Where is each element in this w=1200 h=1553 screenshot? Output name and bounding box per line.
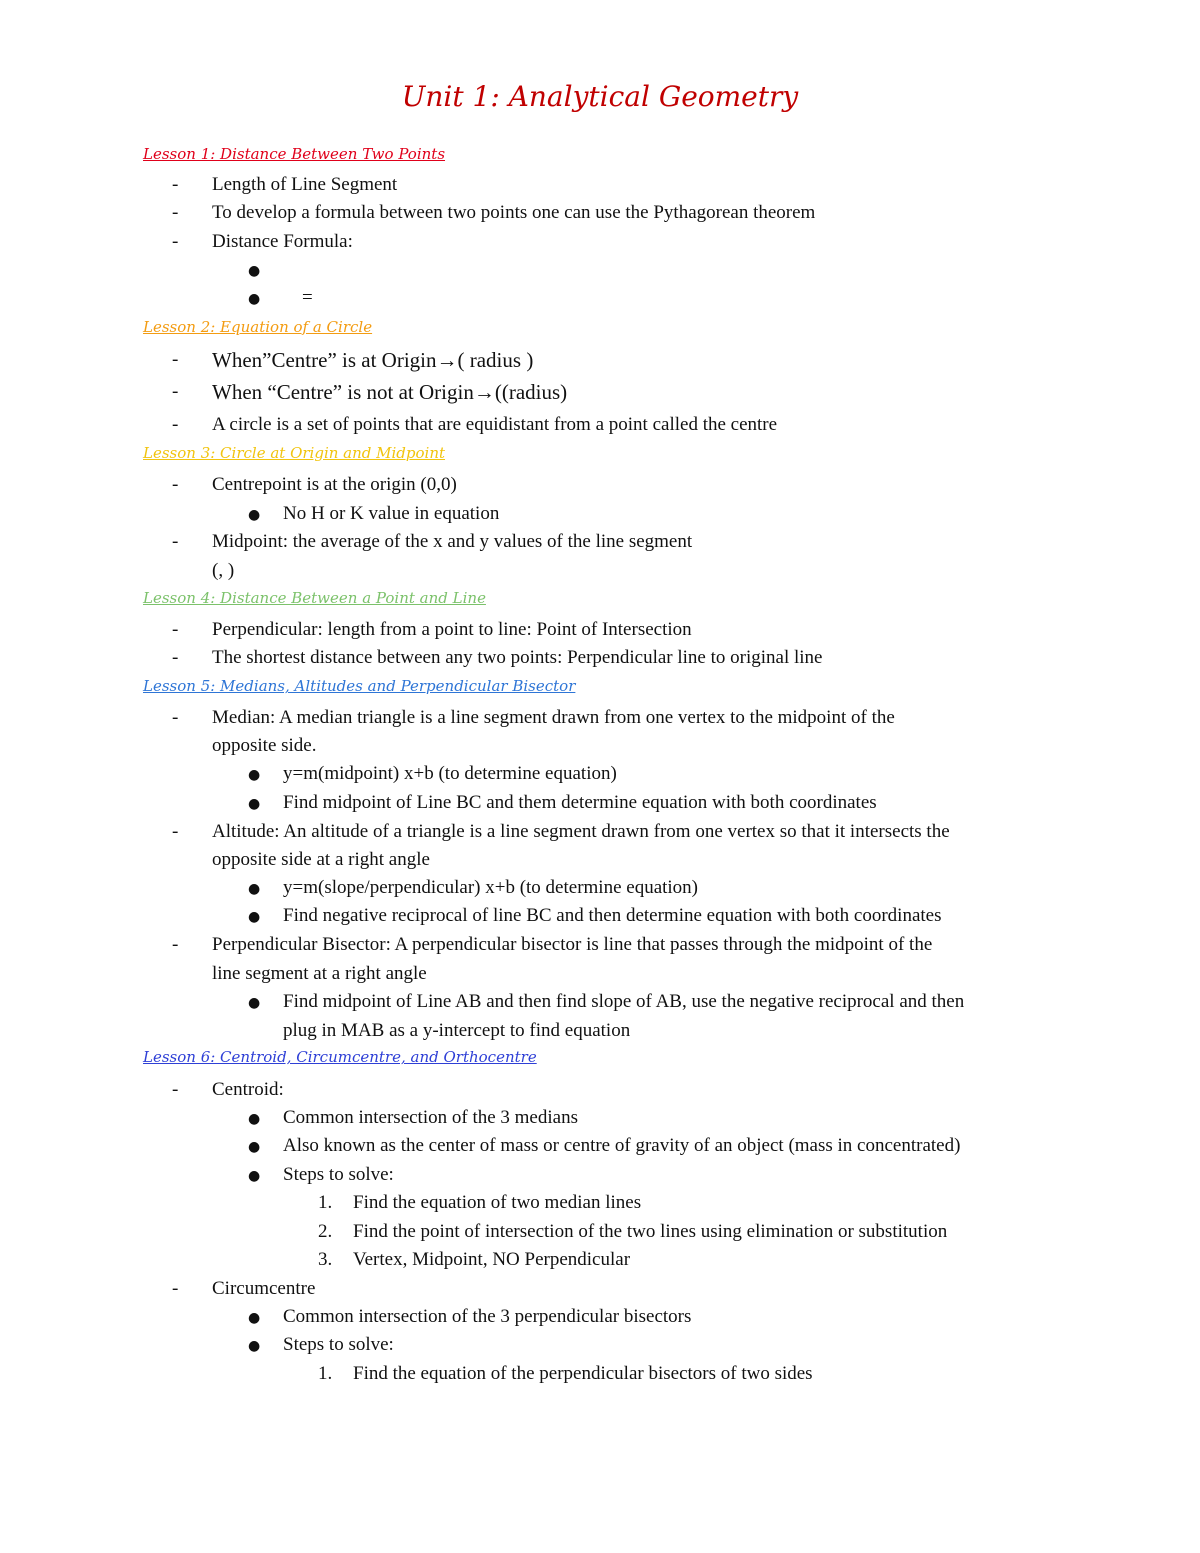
bullet-icon: ● (248, 881, 261, 897)
bullet-icon: ● (248, 1310, 261, 1326)
bullet-icon: ● (248, 995, 261, 1011)
list-item: When “Centre” is not at Origin→((radius) (212, 380, 568, 404)
list-item: Perpendicular Bisector: A perpendicular bisector is line that passes through the midpoint of the (212, 934, 933, 955)
list-item: Distance Formula: (212, 231, 353, 252)
sub-item: Also known as the center of mass or centre of gravity of an object (mass in concentrated) (283, 1135, 961, 1156)
bullet-icon: ● (248, 767, 261, 783)
step-number: 3. (318, 1249, 333, 1270)
dash-marker: - (172, 349, 179, 370)
dash-marker: - (172, 821, 179, 842)
step-item: Find the equation of the perpendicular bisectors of two sides (353, 1363, 813, 1384)
dash-marker: - (172, 1079, 179, 1100)
bullet-icon: ● (248, 1338, 261, 1354)
sub-item: Find negative reciprocal of line BC and then determine equation with both coordinates (283, 905, 942, 926)
sub-item: y=m(midpoint) x+b (to determine equation) (283, 763, 617, 784)
dash-marker: - (172, 934, 179, 955)
list-item: To develop a formula between two points one can use the Pythagorean theorem (212, 202, 816, 223)
lesson-1-heading: Lesson 1: Distance Between Two Points (143, 145, 446, 163)
list-item-continuation: (, ) (212, 560, 235, 581)
step-number: 1. (318, 1192, 333, 1213)
list-item: Perpendicular: length from a point to line: Point of Intersection (212, 619, 692, 640)
dash-marker: - (172, 647, 179, 668)
dash-marker: - (172, 414, 179, 435)
list-item: Midpoint: the average of the x and y values of the line segment (212, 531, 693, 552)
dash-marker: - (172, 202, 179, 223)
dash-marker: - (172, 381, 179, 402)
step-number: 1. (318, 1363, 333, 1384)
lesson-5-heading: Lesson 5: Medians, Altitudes and Perpendicular Bisector (143, 677, 576, 695)
list-item: Centrepoint is at the origin (0,0) (212, 474, 457, 495)
dash-marker: - (172, 231, 179, 252)
list-item: A circle is a set of points that are equidistant from a point called the centre (212, 414, 778, 435)
dash-marker: - (172, 1278, 179, 1299)
dash-marker: - (172, 531, 179, 552)
list-item-continuation: line segment at a right angle (212, 963, 427, 984)
list-item: When”Centre” is at Origin→( radius ) (212, 348, 534, 372)
sub-item: = (302, 287, 313, 308)
bullet-icon: ● (248, 796, 261, 812)
list-item-continuation: opposite side at a right angle (212, 849, 430, 870)
sub-item: Common intersection of the 3 perpendicular bisectors (283, 1306, 692, 1327)
bullet-icon: ● (248, 1139, 261, 1155)
page-title: Unit 1: Analytical Geometry (401, 80, 799, 113)
bullet-icon: ● (248, 507, 261, 523)
bullet-icon: ● (248, 291, 261, 307)
list-item: The shortest distance between any two points: Perpendicular line to original line (212, 647, 823, 668)
sub-item: y=m(slope/perpendicular) x+b (to determine equation) (283, 877, 699, 898)
sub-item: Find midpoint of Line BC and them determine equation with both coordinates (283, 792, 877, 813)
bullet-icon: ● (248, 1111, 261, 1127)
bullet-icon: ● (248, 909, 261, 925)
lesson-6-heading: Lesson 6: Centroid, Circumcentre, and Orthocentre (143, 1048, 537, 1066)
step-item: Find the point of intersection of the two lines using elimination or substitution (353, 1221, 948, 1242)
bullet-icon: ● (248, 263, 261, 279)
sub-item: Steps to solve: (283, 1334, 394, 1355)
sub-item: Steps to solve: (283, 1164, 394, 1185)
bullet-icon: ● (248, 1168, 261, 1184)
lesson-2-heading: Lesson 2: Equation of a Circle (143, 318, 373, 336)
sub-item: No H or K value in equation (283, 503, 500, 524)
list-item: Altitude: An altitude of a triangle is a line segment drawn from one vertex so that it intersects the (212, 821, 950, 842)
lesson-4-heading: Lesson 4: Distance Between a Point and Line (143, 589, 486, 607)
step-item: Find the equation of two median lines (353, 1192, 642, 1213)
step-item: Vertex, Midpoint, NO Perpendicular (353, 1249, 631, 1270)
lesson-3-heading: Lesson 3: Circle at Origin and Midpoint (143, 444, 446, 462)
dash-marker: - (172, 174, 179, 195)
step-number: 2. (318, 1221, 333, 1242)
sub-item-continuation: plug in MAB as a y-intercept to find equation (283, 1020, 631, 1041)
list-item: Circumcentre (212, 1278, 316, 1299)
dash-marker: - (172, 707, 179, 728)
list-item: Length of Line Segment (212, 174, 398, 195)
sub-item: Find midpoint of Line AB and then find slope of AB, use the negative reciprocal and then (283, 991, 965, 1012)
sub-item: Common intersection of the 3 medians (283, 1107, 578, 1128)
dash-marker: - (172, 474, 179, 495)
list-item-continuation: opposite side. (212, 735, 317, 756)
list-item: Centroid: (212, 1079, 284, 1100)
dash-marker: - (172, 619, 179, 640)
list-item: Median: A median triangle is a line segment drawn from one vertex to the midpoint of the (212, 707, 895, 728)
